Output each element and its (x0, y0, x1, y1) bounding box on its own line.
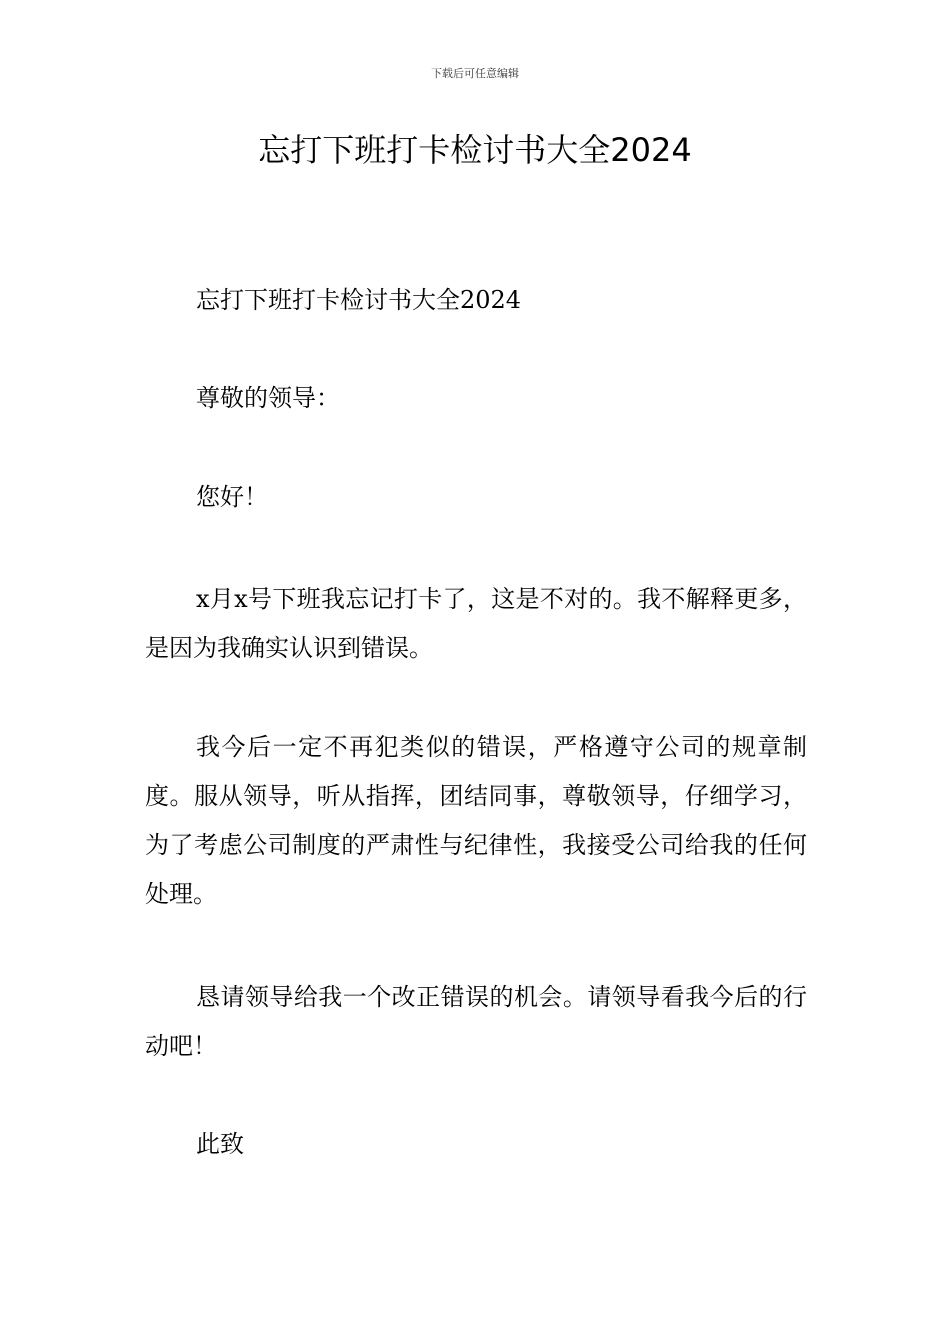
greeting-paragraph: 您好！ (196, 483, 268, 511)
subtitle-paragraph: 忘打下班打卡检讨书大全2024 (196, 286, 522, 314)
document-title: 忘打下班打卡检讨书大全2024 (258, 131, 692, 169)
body-paragraph-3: 恳请领导给我一个改正错误的机会。请领导看我今后的行动吧！ (145, 983, 807, 1060)
salutation-paragraph: 尊敬的领导： (196, 384, 340, 412)
body-paragraph-1: x月x号下班我忘记打卡了，这是不对的。我不解释更多，是因为我确实认识到错误。 (145, 585, 807, 662)
body-paragraph-2: 我今后一定不再犯类似的错误，严格遵守公司的规章制度。服从领导，听从指挥，团结同事，尊敬领导，仔细学习，为了考虑公司制度的严肃性与纪律性，我接受公司给我的任何处理。 (145, 733, 807, 908)
closing-paragraph: 此致 (196, 1130, 244, 1158)
header-note: 下载后可任意编辑 (431, 67, 519, 80)
